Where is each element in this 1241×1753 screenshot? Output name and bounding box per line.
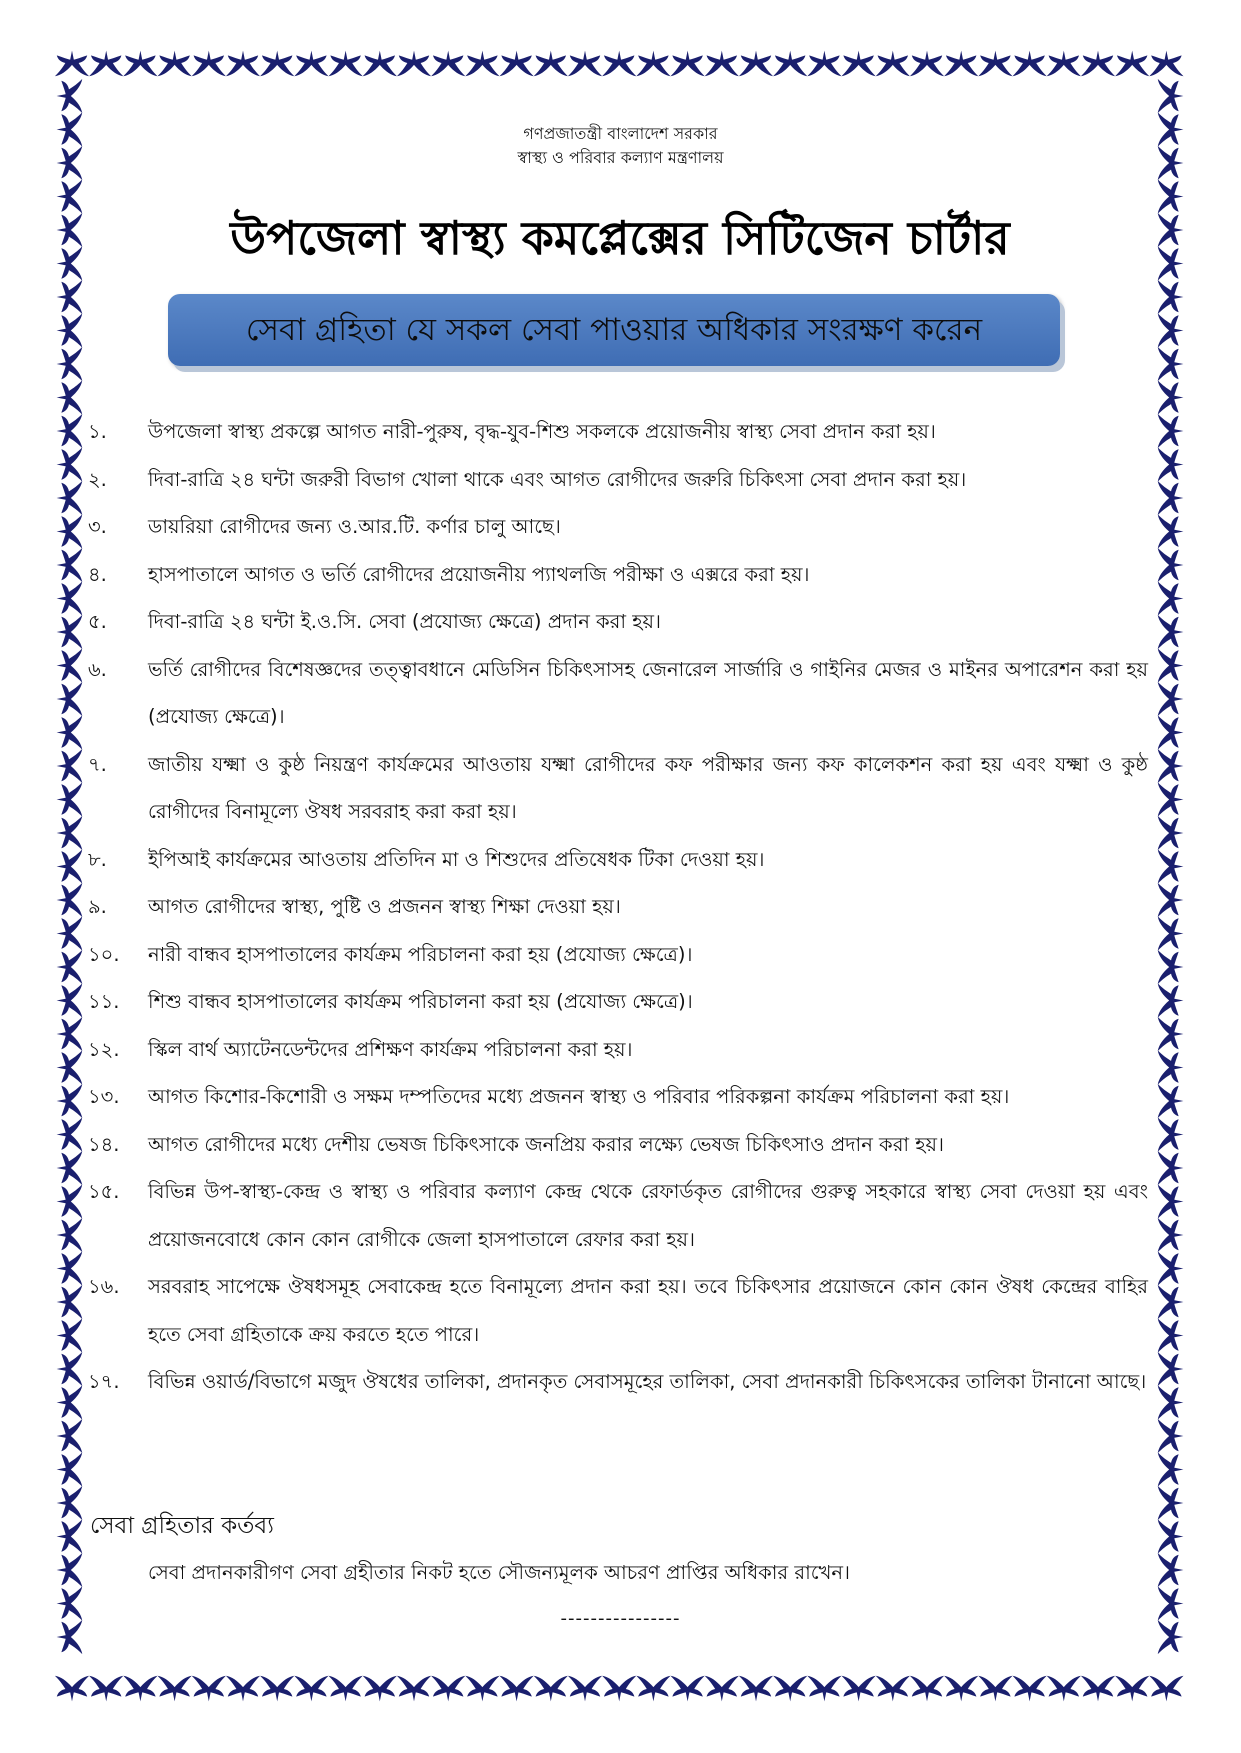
bird-ornament (158, 1676, 192, 1702)
bird-ornament (57, 1553, 83, 1587)
list-item-number: ৫. (88, 610, 107, 633)
bird-ornament (534, 51, 568, 77)
bird-ornament (1158, 715, 1184, 749)
list-item-text: ডায়রিয়া রোগীদের জন্য ও.আর.টি. কর্ণার চালু আছে। (148, 515, 561, 538)
bird-ornament (671, 1676, 705, 1702)
bird-ornament (1158, 1352, 1184, 1386)
bird-ornament (294, 51, 328, 77)
bird-ornament (363, 1676, 397, 1702)
ministry-name: স্বাস্থ্য ও পরিবার কল্যাণ মন্ত্রণালয় (517, 148, 724, 167)
list-item-text: হাসপাতালে আগত ও ভর্তি রোগীদের প্রয়োজনীয় প্যাথলজি পরীক্ষা ও এক্সরে করা হয়। (148, 562, 810, 586)
bird-ornament (910, 51, 944, 77)
bird-ornament (192, 51, 226, 77)
bird-ornament (57, 648, 83, 682)
bird-ornament (123, 51, 157, 77)
bird-ornament (57, 682, 83, 716)
list-item-number: ৯. (88, 895, 107, 918)
bird-ornament (431, 1676, 465, 1702)
bird-ornament (57, 548, 83, 582)
list-item (88, 836, 1148, 884)
bird-ornament (978, 1676, 1012, 1702)
list-item-text: আগত রোগীদের স্বাস্থ্য, পুষ্টি ও প্রজনন স্বাস্থ্য শিক্ষা দেওয়া হয়। (148, 895, 621, 918)
list-item-number: ১৭. (88, 1370, 120, 1393)
bird-ornament (1158, 1017, 1184, 1051)
list-item (88, 1358, 1148, 1406)
bird-ornament (57, 280, 83, 314)
bird-ornament (226, 51, 260, 77)
list-item (88, 978, 1148, 1026)
bird-ornament (397, 1676, 431, 1702)
list-item (88, 1121, 1148, 1169)
bird-ornament (260, 51, 294, 77)
bird-ornament (1158, 179, 1184, 213)
bird-ornament (158, 51, 192, 77)
bird-ornament (910, 1676, 944, 1702)
bird-ornament (57, 1419, 83, 1453)
bird-ornament (57, 581, 83, 615)
list-item-text: উপজেলা স্বাস্থ্য প্রকল্পে আগত নারী-পুরুষ, বৃদ্ধ-যুব-শিশু সকলকে প্রয়োজনীয় স্বাস্থ্য সেবা প্রদান করা হয়। (148, 420, 936, 443)
list-item-number: ১. (88, 420, 107, 443)
bird-ornament (123, 1676, 157, 1702)
bird-ornament (978, 51, 1012, 77)
bird-ornament (57, 1151, 83, 1185)
bird-ornament (89, 51, 123, 77)
bird-ornament (944, 51, 978, 77)
bird-ornament (57, 615, 83, 649)
bird-ornament (329, 1676, 363, 1702)
list-item-number: ১২. (88, 1037, 120, 1061)
bird-ornament (1158, 950, 1184, 984)
list-item-text: ভর্তি রোগীদের বিশেষজ্ঞদের তত্ত্বাবধানে মেডিসিন চিকিৎসাসহ জেনারেল সার্জারি ও গাইনির মেজর ও মাইনর অপারেশন করা হয় (প্রযোজ্য ক্ষেত্রে)। (148, 657, 1148, 728)
list-item (88, 646, 1148, 741)
bird-ornament (57, 950, 83, 984)
bird-ornament (57, 1084, 83, 1118)
bird-ornament (465, 1676, 499, 1702)
list-item (88, 408, 1148, 456)
page-title: উপজেলা স্বাস্থ্য কমপ্লেক্সের সিটিজেন চার্টার (230, 211, 1010, 265)
list-item-number: ১৬. (88, 1275, 120, 1298)
bird-ornament (57, 749, 83, 783)
bird-ornament (294, 1676, 328, 1702)
bird-ornament (57, 1318, 83, 1352)
list-item-text: নারী বান্ধব হাসপাতালের কার্যক্রম পরিচালনা করা হয় (প্রযোজ্য ক্ষেত্রে)। (148, 942, 693, 966)
bird-ornament (57, 1184, 83, 1218)
bird-ornament (57, 1218, 83, 1252)
list-item (88, 598, 1148, 646)
bird-ornament (773, 1676, 807, 1702)
bird-ornament (1158, 648, 1184, 682)
list-item-number: ১৪. (88, 1132, 120, 1156)
bird-ornament (1158, 581, 1184, 615)
bird-ornament (57, 414, 83, 448)
bird-ornament (1115, 1676, 1149, 1702)
bird-ornament (1149, 51, 1183, 77)
bird-ornament (1158, 1419, 1184, 1453)
footer-divider: ---------------- (560, 1608, 681, 1629)
bird-ornament (57, 447, 83, 481)
bird-ornament (1158, 1218, 1184, 1252)
bird-ornament (57, 313, 83, 347)
bird-ornament (1158, 380, 1184, 414)
bird-ornament (671, 51, 705, 77)
bird-ornament (773, 51, 807, 77)
list-item (88, 456, 1148, 504)
bird-ornament (57, 1017, 83, 1051)
bird-ornament (1158, 1251, 1184, 1285)
list-item-number: ৬. (88, 657, 107, 681)
list-item-text: আগত কিশোর-কিশোরী ও সক্ষম দম্পতিদের মধ্যে প্রজনন স্বাস্থ্য ও পরিবার পরিকল্পনা কার্যক্রম পরিচালনা করা হয়। (148, 1085, 1010, 1108)
bird-ornament (1081, 1676, 1115, 1702)
bird-ornament (705, 1676, 739, 1702)
bird-ornament (1158, 548, 1184, 582)
bird-ornament (739, 1676, 773, 1702)
list-item-text: বিভিন্ন ওয়ার্ড/বিভাগে মজুদ ঔষধের তালিকা, প্রদানকৃত সেবাসমূহের তালিকা, সেবা প্রদানকারী চিকিৎসকের তালিকা টানানো আছে। (148, 1370, 1147, 1393)
bird-ornament (1158, 1452, 1184, 1486)
government-name: গণপ্রজাতন্ত্রী বাংলাদেশ সরকার (523, 124, 718, 143)
bird-ornament (57, 481, 83, 515)
list-item (88, 503, 1148, 551)
list-item-text: ইপিআই কার্যক্রমের আওতায় প্রতিদিন মা ও শিশুদের প্রতিষেধক টিকা দেওয়া হয়। (148, 847, 765, 871)
bird-ornament (842, 51, 876, 77)
bird-ornament (1158, 1184, 1184, 1218)
list-item-number: ৩. (88, 515, 107, 538)
bird-ornament (1158, 849, 1184, 883)
bird-ornament (1158, 1151, 1184, 1185)
bird-ornament (842, 1676, 876, 1702)
bird-ornament (57, 347, 83, 381)
list-item-text: সরবরাহ সাপেক্ষে ঔষধসমূহ সেবাকেন্দ্র হতে বিনামূল্যে প্রদান করা হয়। তবে চিকিৎসার প্রয়োজনে কোন কোন ঔষধ কেন্দ্রের বাহির হতে সেবা গ্রহিতাকে ক্রয় করতে হতে পারে। (148, 1275, 1148, 1346)
bird-ornament (1158, 682, 1184, 716)
bird-ornament (1158, 883, 1184, 917)
bird-ornament (57, 79, 83, 113)
bird-ornament (397, 51, 431, 77)
bird-ornament (431, 51, 465, 77)
bird-ornament (363, 51, 397, 77)
bird-ornament (55, 51, 89, 77)
bird-ornament (1158, 782, 1184, 816)
bird-ornament (1158, 1117, 1184, 1151)
list-item-text: বিভিন্ন উপ-স্বাস্থ্য-কেন্দ্র ও স্বাস্থ্য ও পরিবার কল্যাণ কেন্দ্র থেকে রেফার্ডকৃত রোগীদের গুরুত্ব সহকারে স্বাস্থ্য সেবা দেওয়া হয় এবং প্রয়োজনবোধে কোন কোন রোগীকে জেলা হাসপাতালে রেফার করা হয়। (148, 1180, 1148, 1251)
list-item-number: ১৩. (88, 1085, 120, 1108)
bird-ornament (1115, 51, 1149, 77)
list-item-number: ৪. (88, 562, 107, 586)
bird-ornament (57, 514, 83, 548)
bird-ornament (1158, 1553, 1184, 1587)
bird-ornament (1081, 51, 1115, 77)
bird-ornament (1158, 481, 1184, 515)
list-item-text: স্কিল বার্থ অ্যাটেনডেন্টদের প্রশিক্ষণ কার্যক্রম পরিচালনা করা হয়। (148, 1037, 633, 1061)
bird-ornament (57, 179, 83, 213)
bird-ornament (1158, 79, 1184, 113)
bird-ornament (57, 1385, 83, 1419)
list-item-text: আগত রোগীদের মধ্যে দেশীয় ভেষজ চিকিৎসাকে জনপ্রিয় করার লক্ষ্যে ভেষজ চিকিৎসাও প্রদান করা হয়। (148, 1132, 944, 1156)
bird-ornament (1158, 280, 1184, 314)
bird-ornament (1158, 447, 1184, 481)
bird-ornament (636, 1676, 670, 1702)
bird-ornament (226, 1676, 260, 1702)
list-item-number: ৮. (88, 847, 107, 871)
bird-ornament (568, 51, 602, 77)
bird-ornament (807, 51, 841, 77)
bird-ornament (1158, 1519, 1184, 1553)
bird-ornament (876, 1676, 910, 1702)
bird-ornament (499, 51, 533, 77)
list-item-text: জাতীয় যক্ষ্মা ও কুষ্ঠ নিয়ন্ত্রণ কার্যক্রমের আওতায় যক্ষ্মা রোগীদের কফ পরীক্ষার জন্য কফ কালেকশন করা হয় এবং যক্ষ্মা ও কুষ্ঠ রোগীদের বিনামূল্যে ঔষধ সরবরাহ করা করা হয়। (148, 752, 1148, 823)
bird-ornament (1158, 347, 1184, 381)
bird-ornament (534, 1676, 568, 1702)
bird-ornament (1158, 514, 1184, 548)
duties-text: সেবা প্রদানকারীগণ সেবা গ্রহীতার নিকট হতে সৌজন্যমূলক আচরণ প্রাপ্তির অধিকার রাখেন। (148, 1561, 850, 1584)
list-item-number: ৭. (88, 752, 107, 776)
bird-ornament (57, 1486, 83, 1520)
bird-ornament (1158, 983, 1184, 1017)
bird-ornament (944, 1676, 978, 1702)
list-item (88, 1263, 1148, 1358)
bird-ornament (568, 1676, 602, 1702)
list-item-number: ১১. (88, 990, 120, 1013)
list-item (88, 1026, 1148, 1074)
list-item (88, 551, 1148, 599)
bird-ornament (499, 1676, 533, 1702)
list-item-text: দিবা-রাত্রি ২৪ ঘন্টা ই.ও.সি. সেবা (প্রযোজ্য ক্ষেত্রে) প্রদান করা হয়। (148, 610, 661, 633)
bird-ornament (1158, 615, 1184, 649)
bird-ornament (329, 51, 363, 77)
bird-ornament (55, 1676, 89, 1702)
bird-ornament (1013, 51, 1047, 77)
bird-ornament (57, 782, 83, 816)
bird-ornament (57, 816, 83, 850)
bird-ornament (739, 51, 773, 77)
bird-ornament (57, 883, 83, 917)
bird-ornament (57, 246, 83, 280)
bird-ornament (1158, 816, 1184, 850)
bird-ornament (1158, 916, 1184, 950)
bird-ornament (1158, 1050, 1184, 1084)
list-item-text: দিবা-রাত্রি ২৪ ঘন্টা জরুরী বিভাগ খোলা থাকে এবং আগত রোগীদের জরুরি চিকিৎসা সেবা প্রদান করা হয়। (148, 467, 967, 491)
bird-ornament (1158, 414, 1184, 448)
list-item-number: ১৫. (88, 1180, 120, 1203)
banner-text: সেবা গ্রহিতা যে সকল সেবা পাওয়ার অধিকার সংরক্ষণ করেন (245, 312, 983, 348)
bird-ornament (57, 1285, 83, 1319)
bird-ornament (602, 51, 636, 77)
bird-ornament (1158, 749, 1184, 783)
bird-ornament (1047, 51, 1081, 77)
bird-ornament (1013, 1676, 1047, 1702)
bird-ornament (57, 1519, 83, 1553)
bird-ornament (57, 916, 83, 950)
duties-heading: সেবা গ্রহিতার কর্তব্য (90, 1513, 274, 1539)
bird-ornament (57, 213, 83, 247)
bird-ornament (602, 1676, 636, 1702)
bird-ornament (57, 715, 83, 749)
bird-ornament (876, 51, 910, 77)
bird-ornament (57, 380, 83, 414)
list-item-number: ২. (88, 467, 107, 491)
bird-ornament (192, 1676, 226, 1702)
bird-ornament (1158, 1486, 1184, 1520)
bird-ornament (1158, 1318, 1184, 1352)
list-item (88, 741, 1148, 836)
bird-ornament (1158, 1084, 1184, 1118)
bird-ornament (57, 1452, 83, 1486)
bird-ornament (1158, 213, 1184, 247)
rights-list (88, 408, 1148, 1406)
list-item (88, 931, 1148, 979)
bird-ornament (1158, 1285, 1184, 1319)
bird-ornament (807, 1676, 841, 1702)
list-item-text: শিশু বান্ধব হাসপাতালের কার্যক্রম পরিচালনা করা হয় (প্রযোজ্য ক্ষেত্রে)। (148, 990, 693, 1013)
list-item (88, 883, 1148, 931)
document-header (0, 122, 1241, 170)
bird-ornament (705, 51, 739, 77)
bird-ornament (636, 51, 670, 77)
bird-ornament (1158, 1385, 1184, 1419)
bird-ornament (57, 1352, 83, 1386)
bird-ornament (89, 1676, 123, 1702)
list-item (88, 1073, 1148, 1121)
section-banner (168, 294, 1060, 366)
bird-ornament (1158, 313, 1184, 347)
bird-ornament (57, 1117, 83, 1151)
bird-ornament (260, 1676, 294, 1702)
bird-ornament (57, 1050, 83, 1084)
bird-ornament (1158, 246, 1184, 280)
bird-ornament (57, 849, 83, 883)
bird-ornament (1047, 1676, 1081, 1702)
list-item (88, 1168, 1148, 1263)
bird-ornament (465, 51, 499, 77)
bird-ornament (57, 1251, 83, 1285)
list-item-number: ১০. (88, 942, 120, 966)
bird-ornament (57, 983, 83, 1017)
bird-ornament (1149, 1676, 1183, 1702)
